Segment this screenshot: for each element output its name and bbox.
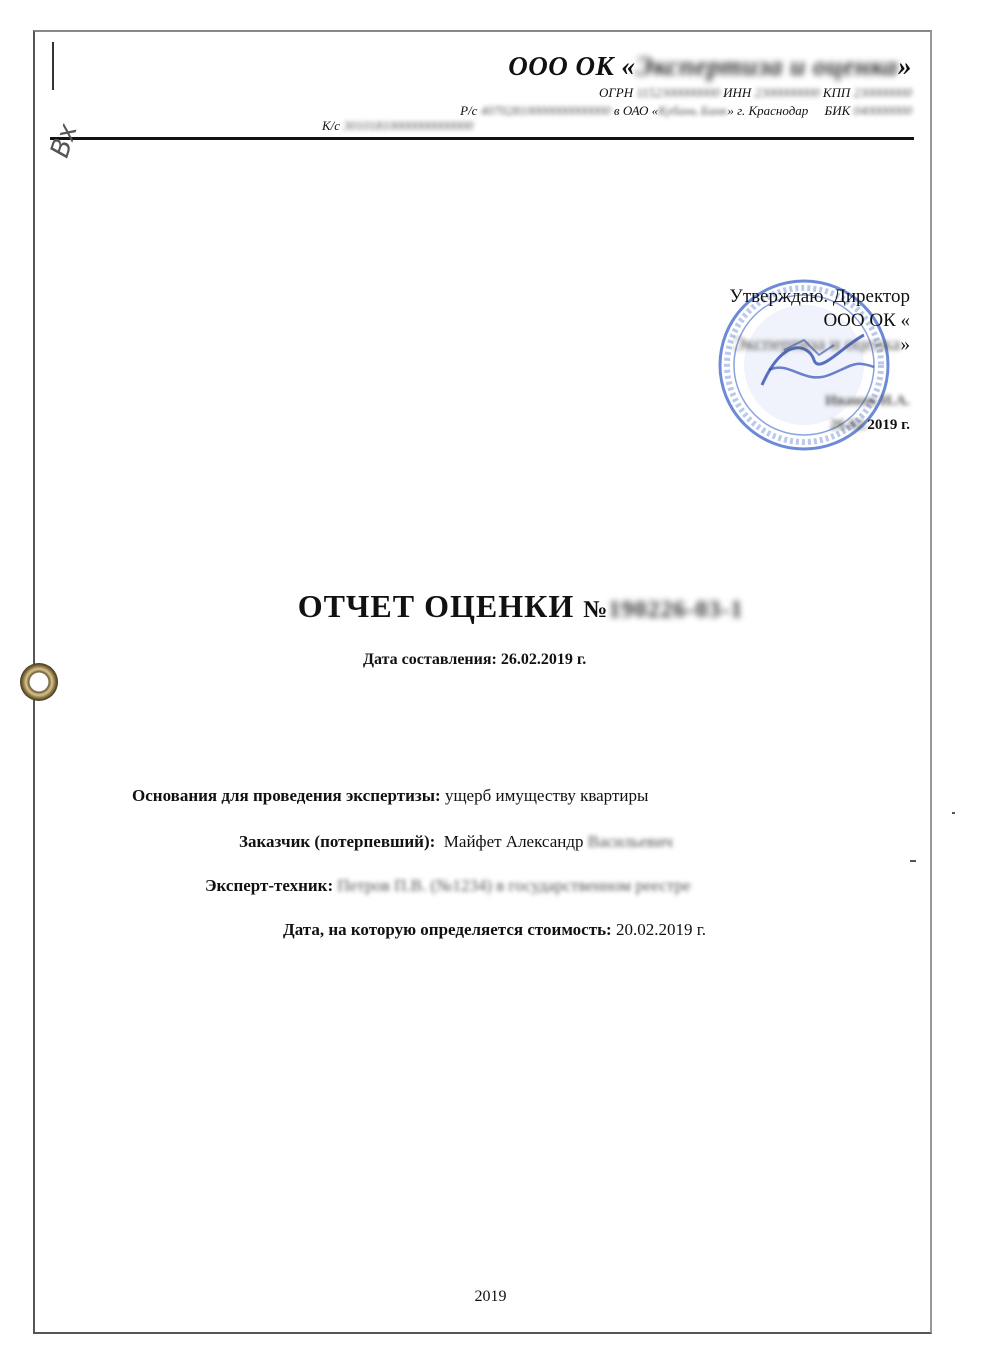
margin-tick [52, 42, 54, 90]
ks-redacted: 30101810000000000000 [343, 118, 474, 133]
expert-redacted: Петров П.В. (№1234) в государственном реестре [337, 876, 691, 895]
customer-redacted: Васильевич [587, 832, 673, 851]
bank-line: Р/с 40702810000000000000 в ОАО «Кубань Банк» г. Краснодар БИК 040000000 [460, 103, 912, 118]
expert-field: Эксперт-техник: Петров П.В. (№1234) в государственном реестре [205, 876, 691, 895]
valuation-date-field: Дата, на которую определяется стоимость: 20.02.2019 г. [283, 920, 707, 939]
org-name: ООО ОК «Экспертиза и оценка» [300, 48, 912, 84]
approval-org-redacted: Экспертиза и оценка [733, 334, 901, 355]
rs-redacted: 40702810000000000000 [480, 103, 611, 118]
scan-speck [910, 860, 916, 862]
registration-line: ОГРН 1152300000000 ИНН 2300000000 КПП 230000000 [598, 85, 912, 100]
report-number-redacted: 190226-03-1 [608, 597, 744, 623]
page-frame [33, 30, 932, 1334]
header-rule [50, 137, 914, 140]
org-name-redacted: Экспертиза и оценка [635, 51, 898, 81]
kpp-redacted: 230000000 [853, 85, 912, 100]
footer-year: 2019 [474, 1288, 507, 1305]
approval-title: Утверждаю. Директор [729, 286, 910, 307]
letterhead [300, 48, 912, 120]
customer-field: Заказчик (потерпевший): Майфет Александр Васильевич [239, 832, 673, 851]
report-title: ОТЧЕТ ОЦЕНКИ №190226-03-1 [297, 588, 744, 624]
approval-org: ООО ОК «Экспертиза и оценка» [733, 310, 910, 355]
corr-account-line: К/с 30101810000000000000 [322, 118, 474, 133]
inn-redacted: 2300000000 [754, 85, 820, 100]
ogrn-redacted: 1152300000000 [636, 85, 720, 100]
approval-signer [660, 389, 910, 413]
bik-redacted: 040000000 [853, 103, 912, 118]
binding-grommet [20, 663, 58, 701]
approval-block [660, 285, 910, 437]
margin-note: Вх [45, 120, 84, 162]
approval-date: 26.02.2019 г. [660, 413, 910, 437]
bank-redacted: Кубань Банк [658, 103, 728, 118]
scan-speck [952, 812, 955, 814]
signer-redacted: Иванов И.А. [825, 393, 910, 409]
basis-field: Основания для проведения экспертизы: ущерб имуществу квартиры [132, 786, 649, 805]
approval-date-redacted: 26.02. [829, 417, 868, 433]
compile-date: Дата составления: 26.02.2019 г. [363, 651, 587, 668]
